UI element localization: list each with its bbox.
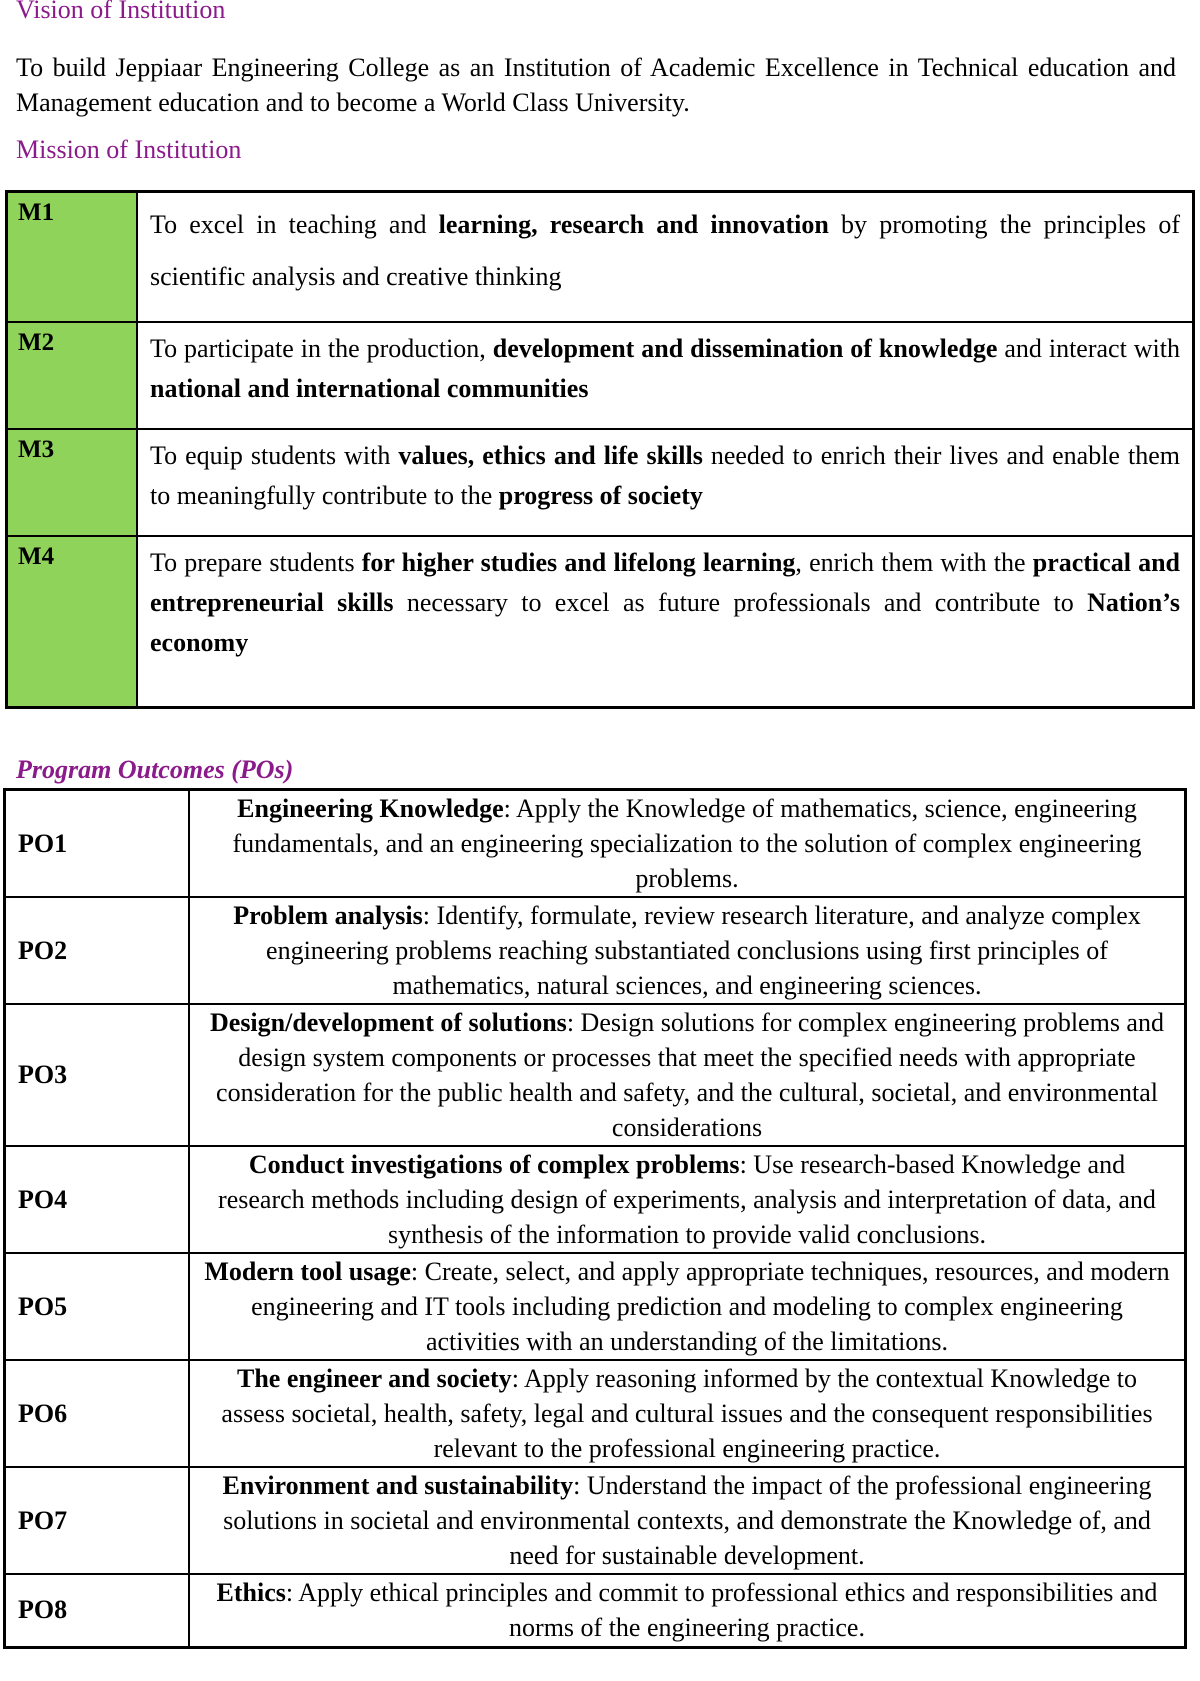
po-row xyxy=(5,1146,1186,1253)
po-title: Problem analysis xyxy=(233,901,423,930)
po-title: Engineering Knowledge xyxy=(237,794,504,823)
po-row xyxy=(5,790,1186,898)
mission-text xyxy=(137,429,1194,536)
mission-phrase: , enrich them with the xyxy=(795,547,1033,577)
mission-phrase: To excel in teaching and xyxy=(150,210,439,239)
mission-phrase: To prepare students xyxy=(150,547,362,577)
po-title: Conduct investigations of complex problems xyxy=(248,1150,740,1179)
mission-row xyxy=(7,192,1194,322)
po-code: PO4 xyxy=(5,1146,190,1253)
po-title: The engineer and society xyxy=(237,1364,512,1393)
po-row xyxy=(5,1253,1186,1360)
mission-phrase: by promoting the principles of scientific analysis and creative thinking xyxy=(150,210,1180,291)
po-text: : Design solutions for complex engineering problems and design system components or processes that meet the specified needs with appropriate consideration for the public health and safety, and the cultural, societal, and environmental considerations xyxy=(216,1008,1164,1142)
po-description xyxy=(189,1146,1186,1253)
mission-phrase: needed to enrich their lives and enable them to meaningfully contribute to the xyxy=(150,440,1180,510)
mission-bold-phrase: learning, research and innovation xyxy=(438,210,829,239)
mission-code: M2 xyxy=(7,322,138,429)
mission-heading: Mission of Institution xyxy=(16,135,242,164)
mission-text xyxy=(137,192,1194,322)
po-row xyxy=(5,1004,1186,1146)
po-code: PO3 xyxy=(5,1004,190,1146)
mission-text xyxy=(137,536,1194,708)
po-description xyxy=(189,1467,1186,1574)
mission-bold-phrase: progress of society xyxy=(498,480,703,510)
mission-phrase: and interact with xyxy=(997,333,1180,363)
po-code: PO1 xyxy=(5,790,190,898)
mission-text xyxy=(137,322,1194,429)
po-row xyxy=(5,897,1186,1004)
po-description xyxy=(189,897,1186,1004)
po-title: Environment and sustainability xyxy=(222,1471,574,1500)
po-code: PO8 xyxy=(5,1574,190,1647)
po-description xyxy=(189,790,1186,898)
po-code: PO7 xyxy=(5,1467,190,1574)
vision-text: To build Jeppiaar Engineering College as an Institution of Academic Excellence in Technical education and Management education and to become a World Class University. xyxy=(16,53,1176,117)
po-text: : Apply the Knowledge of mathematics, science, engineering fundamentals, and an engineering specialization to the solution of complex engineering problems. xyxy=(232,794,1142,893)
po-text: : Apply ethical principles and commit to professional ethics and responsibilities and norms of the engineering practice. xyxy=(285,1578,1158,1643)
mission-table xyxy=(5,190,1195,709)
po-row xyxy=(5,1360,1186,1467)
mission-row xyxy=(7,322,1194,429)
po-text: : Identify, formulate, review research literature, and analyze complex engineering problems reaching substantiated conclusions using first principles of mathematics, natural sciences, and engineering sciences. xyxy=(266,901,1141,1000)
po-description xyxy=(189,1253,1186,1360)
po-row xyxy=(5,1467,1186,1574)
po-description xyxy=(189,1004,1186,1146)
program-outcomes-heading: Program Outcomes (POs) xyxy=(16,755,294,784)
po-code: PO5 xyxy=(5,1253,190,1360)
po-code: PO6 xyxy=(5,1360,190,1467)
po-title: Ethics xyxy=(216,1578,286,1608)
vision-heading: Vision of Institution xyxy=(16,0,226,24)
mission-row xyxy=(7,429,1194,536)
po-code: PO2 xyxy=(5,897,190,1004)
mission-bold-phrase: Nation’s economy xyxy=(150,587,1181,657)
po-description xyxy=(189,1574,1186,1647)
po-text: : Apply reasoning informed by the contextual Knowledge to assess societal, health, safety, legal and cultural issues and the consequent responsibilities relevant to the professional engineering practice. xyxy=(221,1364,1153,1463)
po-text: : Understand the impact of the professional engineering solutions in societal and environmental contexts, and demonstrate the Knowledge of, and need for sustainable development. xyxy=(223,1471,1152,1570)
mission-phrase: necessary to excel as future professionals and contribute to xyxy=(393,587,1088,617)
mission-bold-phrase: development and dissemination of knowledge xyxy=(492,333,998,363)
po-text: : Create, select, and apply appropriate techniques, resources, and modern engineering and IT tools including prediction and modeling to complex engineering activities with an understanding of the limitations. xyxy=(251,1257,1170,1356)
po-text: : Use research-based Knowledge and research methods including design of experiments, analysis and interpretation of data, and synthesis of the information to provide valid conclusions. xyxy=(218,1150,1156,1249)
mission-bold-phrase: practical and entrepreneurial skills xyxy=(150,547,1181,617)
po-title: Design/development of solutions xyxy=(210,1008,567,1037)
mission-bold-phrase: for higher studies and lifelong learning xyxy=(361,547,796,577)
mission-row xyxy=(7,536,1194,708)
mission-phrase: To equip students with xyxy=(150,440,399,470)
mission-bold-phrase: national and international communities xyxy=(150,373,589,403)
mission-code: M4 xyxy=(7,536,138,708)
mission-code: M3 xyxy=(7,429,138,536)
mission-phrase: To participate in the production, xyxy=(150,333,493,363)
mission-code: M1 xyxy=(7,192,138,322)
po-row xyxy=(5,1574,1186,1647)
po-title: Modern tool usage xyxy=(204,1257,411,1286)
program-outcomes-table xyxy=(3,788,1187,1649)
mission-bold-phrase: values, ethics and life skills xyxy=(398,440,703,470)
po-description xyxy=(189,1360,1186,1467)
